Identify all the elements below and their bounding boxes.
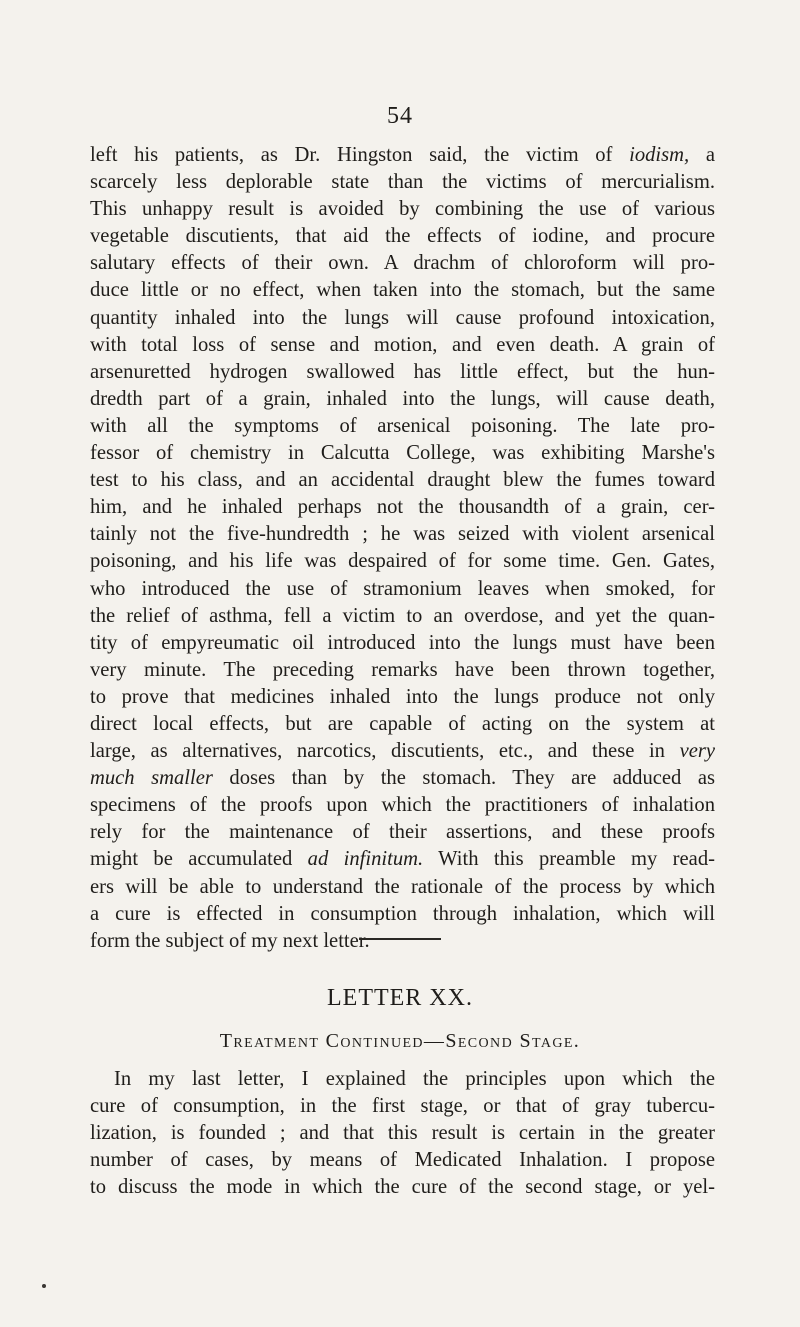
text-line: cure of consumption, in the first stage, or that of gray tubercu- xyxy=(90,1095,715,1118)
text-line: left his patients, as Dr. Hingston said, the victim of iodism, a xyxy=(90,144,715,166)
text-line: rely for the maintenance of their assertions, and these proofs xyxy=(90,821,715,844)
text-line: quantity inhaled into the lungs will cause profound intoxication, xyxy=(90,306,715,329)
text-line: scarcely less deplorable state than the victims of mercurialism. xyxy=(90,171,715,194)
text-line: to prove that medicines inhaled into the lungs produce not only xyxy=(90,685,715,708)
letter-heading: LETTER XX. xyxy=(327,985,473,1011)
text-line: fessor of chemistry in Calcutta College, was exhibiting Marshe's xyxy=(90,442,715,465)
text-line: poisoning, and his life was despaired of for some time. Gen. Gates, xyxy=(90,550,715,573)
text-line: lization, is founded ; and that this result is certain in the greater xyxy=(90,1122,715,1145)
italic-term: ad infinitum. xyxy=(307,848,424,871)
text-line: test to his class, and an accidental draught blew the fumes toward xyxy=(90,469,715,492)
paragraph-continued xyxy=(90,142,715,955)
text-line: who introduced the use of stramonium leaves when smoked, for xyxy=(90,577,715,600)
section-divider xyxy=(359,938,441,940)
text-line: with all the symptoms of arsenical poisoning. The late pro- xyxy=(90,414,715,437)
text-line: vegetable discutients, that aid the effects of iodine, and procure xyxy=(90,225,715,248)
text-line: with total loss of sense and motion, and even death. A grain of xyxy=(90,333,715,356)
text-line: direct local effects, but are capable of acting on the system at xyxy=(90,712,715,735)
text-line xyxy=(90,846,715,873)
text-line: dredth part of a grain, inhaled into the lungs, will cause death, xyxy=(90,387,715,410)
line-text: left his patients, as Dr. Hingston said, the victim of xyxy=(90,144,630,166)
text-line: In my last letter, I explained the principles upon which the xyxy=(114,1068,715,1090)
text-line: duce little or no effect, when taken into the stomach, but the same xyxy=(90,279,715,302)
italic-term: very xyxy=(679,740,715,763)
text-line xyxy=(90,765,715,792)
text-line: the relief of asthma, fell a victim to an overdose, and yet the quan- xyxy=(90,604,715,627)
text-line: number of cases, by means of Medicated Inhalation. I propose xyxy=(90,1149,715,1172)
text-line: salutary effects of their own. A drachm of chloroform will pro- xyxy=(90,252,715,275)
line-text: might be accumulated xyxy=(90,848,293,871)
text-line: him, and he inhaled perhaps not the thousandth of a grain, cer- xyxy=(90,496,715,519)
text-line: arsenuretted hydrogen swallowed has little effect, but the hun- xyxy=(90,360,715,383)
italic-term: much smaller xyxy=(90,767,213,790)
text-line: ers will be able to understand the rationale of the process by which xyxy=(90,875,715,898)
line-text: large, as alternatives, narcotics, discutients, etc., and these in xyxy=(90,740,680,763)
text-line: to discuss the mode in which the cure of the second stage, or yel- xyxy=(90,1176,715,1199)
italic-term: iodism, xyxy=(629,144,690,166)
text-line: very minute. The preceding remarks have been thrown together, xyxy=(90,658,715,681)
margin-mark xyxy=(42,1284,46,1288)
text-line: specimens of the proofs upon which the practitioners of inhalation xyxy=(90,794,715,817)
text-line: form the subject of my next letter. xyxy=(90,929,370,952)
text-line: tainly not the five-hundredth ; he was seized with violent arsenical xyxy=(90,523,715,546)
text-line: a cure is effected in consumption through inhalation, which will xyxy=(90,902,715,925)
line-text: doses than by the stomach. They are adduced as xyxy=(229,767,715,790)
line-text: With this preamble my read- xyxy=(438,848,715,871)
paragraph-new xyxy=(90,1066,715,1201)
text-line: tity of empyreumatic oil introduced into the lungs must have been xyxy=(90,631,715,654)
text-line xyxy=(90,738,715,765)
page-number: 54 xyxy=(387,103,413,129)
text-line: This unhappy result is avoided by combining the use of various xyxy=(90,198,715,221)
section-heading: Treatment Continued—Second Stage. xyxy=(219,1030,581,1052)
